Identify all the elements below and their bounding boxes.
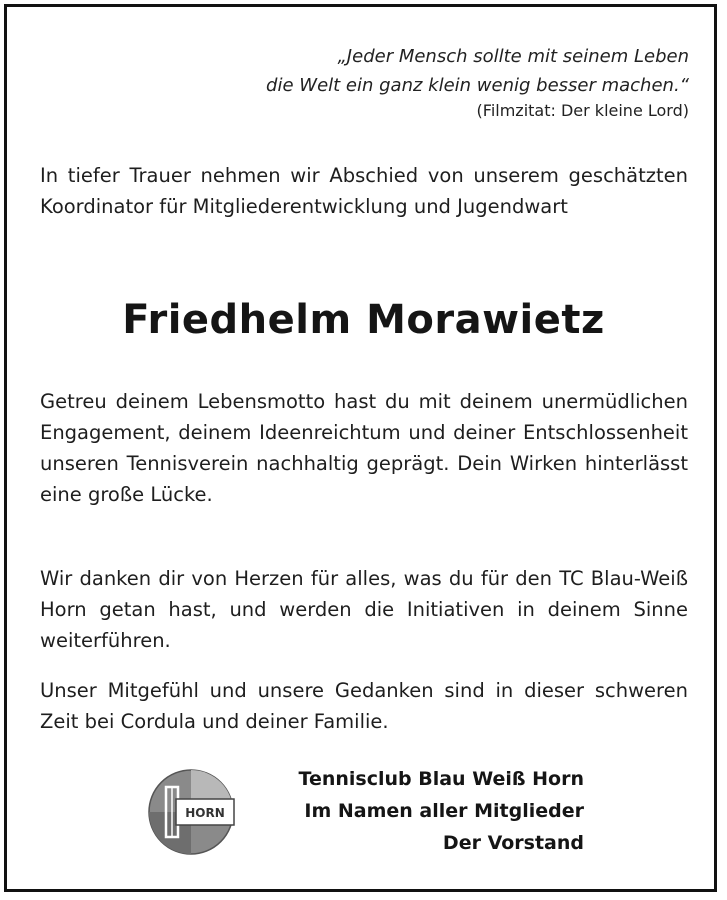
quote-source: (Filmzitat: Der kleine Lord) bbox=[476, 101, 689, 120]
paragraph-thanks: Wir danken dir von Herzen für alles, was du für den TC Blau-Weiß Horn getan hast, und werden die Initiativen in deinem Sinne weiterführen. bbox=[40, 567, 688, 652]
paragraph-tribute: Getreu deinem Lebensmotto hast du mit deinem unermüdlichen Engagement, deinem Ideenreichtum und deiner Entschlossenheit unseren Tennisverein nachhaltig geprägt. Dein Wirken hinterlässt eine große Lücke. bbox=[40, 390, 688, 506]
quote-line-1: „Jeder Mensch sollte mit seinem Leben bbox=[337, 46, 689, 67]
intro-text: In tiefer Trauer nehmen wir Abschied von unserem geschätzten Koordinator für Mitgliederentwicklung und Jugendwart bbox=[40, 164, 688, 218]
quote-line-2: die Welt ein ganz klein wenig besser machen.“ bbox=[266, 75, 689, 96]
club-emblem-icon bbox=[146, 767, 236, 857]
paragraph-condolence: Unser Mitgefühl und unsere Gedanken sind in dieser schweren Zeit bei Cordula und deiner Familie. bbox=[40, 679, 688, 733]
deceased-name: Friedhelm Morawietz bbox=[122, 297, 605, 343]
quote bbox=[266, 42, 689, 100]
signature-board: Der Vorstand bbox=[442, 832, 584, 854]
signature-members: Im Namen aller Mitglieder bbox=[304, 800, 584, 822]
signature-club: Tennisclub Blau Weiß Horn bbox=[298, 768, 584, 790]
logo-text: HORN bbox=[185, 806, 225, 820]
signature bbox=[299, 763, 584, 859]
